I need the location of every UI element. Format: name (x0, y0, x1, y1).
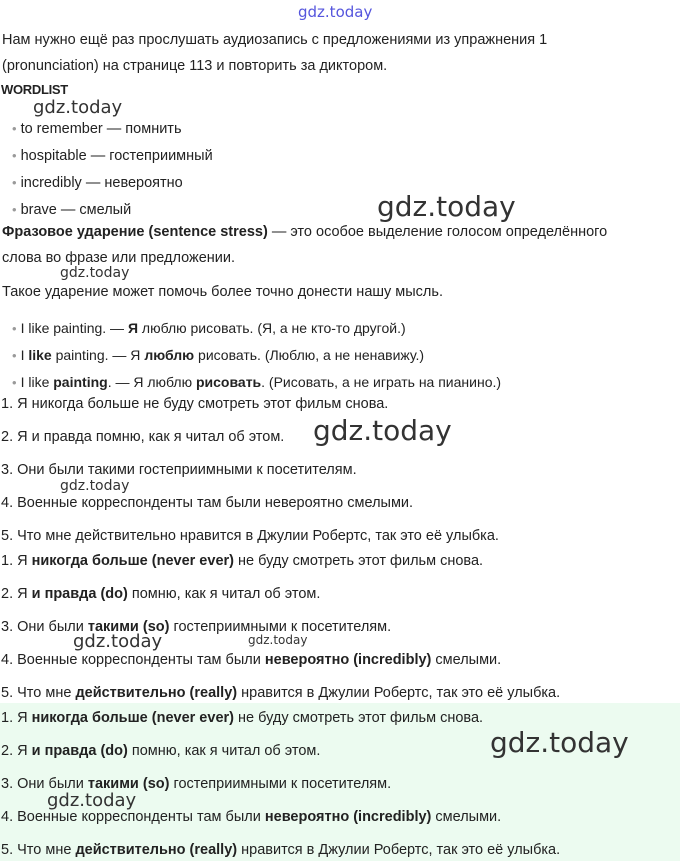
watermark: gdz.today (60, 265, 130, 281)
sentence-marked: 5. Что мне действительно (really) нравится в Джулии Робертс, так это её улыбка. (1, 685, 561, 701)
sentence-marked: 1. Я никогда больше (never ever) не буду смотреть этот фильм снова. (1, 710, 484, 726)
example-item: • I like painting. — Я люблю рисовать. (Я, а не кто-то другой.) (12, 320, 406, 336)
sentence-marked: 5. Что мне действительно (really) нравится в Джулии Робертс, так это её улыбка. (1, 842, 561, 858)
watermark: gdz.today (298, 3, 373, 21)
sentence-marked: 3. Они были такими (so) гостеприимными к посетителям. (1, 776, 392, 792)
bullet-icon: • (12, 175, 17, 190)
bullet-icon: • (12, 321, 17, 336)
list-item: • brave — смелый (12, 202, 132, 218)
definition-line: Фразовое ударение (sentence stress) — это особое выделение голосом определённого (2, 224, 608, 240)
bullet-icon: • (12, 202, 17, 217)
watermark: gdz.today (248, 633, 308, 647)
sentence-marked: 4. Военные корреспонденты там были невероятно (incredibly) смелыми. (1, 652, 502, 668)
bullet-icon: • (12, 148, 17, 163)
wordlist-heading: WORDLIST (1, 82, 68, 97)
sentence: 1. Я никогда больше не буду смотреть этот фильм снова. (1, 396, 389, 412)
list-item: • hospitable — гостеприимный (12, 148, 213, 164)
bullet-icon: • (12, 121, 17, 136)
watermark: gdz.today (313, 414, 452, 447)
sentence-marked: 1. Я никогда больше (never ever) не буду смотреть этот фильм снова. (1, 553, 484, 569)
sentence: 4. Военные корреспонденты там были невероятно смелыми. (1, 495, 414, 511)
list-item: • to remember — помнить (12, 121, 182, 137)
list-item: • incredibly — невероятно (12, 175, 183, 191)
definition-line: Такое ударение может помочь более точно донести нашу мысль. (2, 284, 443, 300)
bullet-icon: • (12, 375, 17, 390)
sentence-marked: 2. Я и правда (do) помню, как я читал об этом. (1, 586, 321, 602)
sentence-marked: 4. Военные корреспонденты там были невероятно (incredibly) смелыми. (1, 809, 502, 825)
term: Фразовое ударение (sentence stress) (2, 224, 268, 240)
watermark: gdz.today (490, 726, 629, 759)
bullet-icon: • (12, 348, 17, 363)
sentence-marked: 3. Они были такими (so) гостеприимными к посетителям. (1, 619, 392, 635)
watermark: gdz.today (60, 478, 130, 494)
example-item: • I like painting. — Я люблю рисовать. (Рисовать, а не играть на пианино.) (12, 374, 502, 390)
definition-line: слова во фразе или предложении. (2, 250, 236, 266)
sentence-marked: 2. Я и правда (do) помню, как я читал об этом. (1, 743, 321, 759)
sentence: 3. Они были такими гостеприимными к посетителям. (1, 462, 357, 478)
watermark: gdz.today (73, 631, 163, 652)
watermark: gdz.today (47, 790, 137, 811)
example-item: • I like painting. — Я люблю рисовать. (Люблю, а не ненавижу.) (12, 347, 425, 363)
watermark: gdz.today (33, 97, 123, 118)
watermark: gdz.today (377, 190, 516, 223)
intro-line: Нам нужно ещё раз прослушать аудиозапись с предложениями из упражнения 1 (2, 32, 548, 48)
intro-line: (pronunciation) на странице 113 и повторить за диктором. (2, 58, 388, 74)
sentence: 2. Я и правда помню, как я читал об этом. (1, 429, 285, 445)
sentence: 5. Что мне действительно нравится в Джулии Робертс, так это её улыбка. (1, 528, 499, 544)
